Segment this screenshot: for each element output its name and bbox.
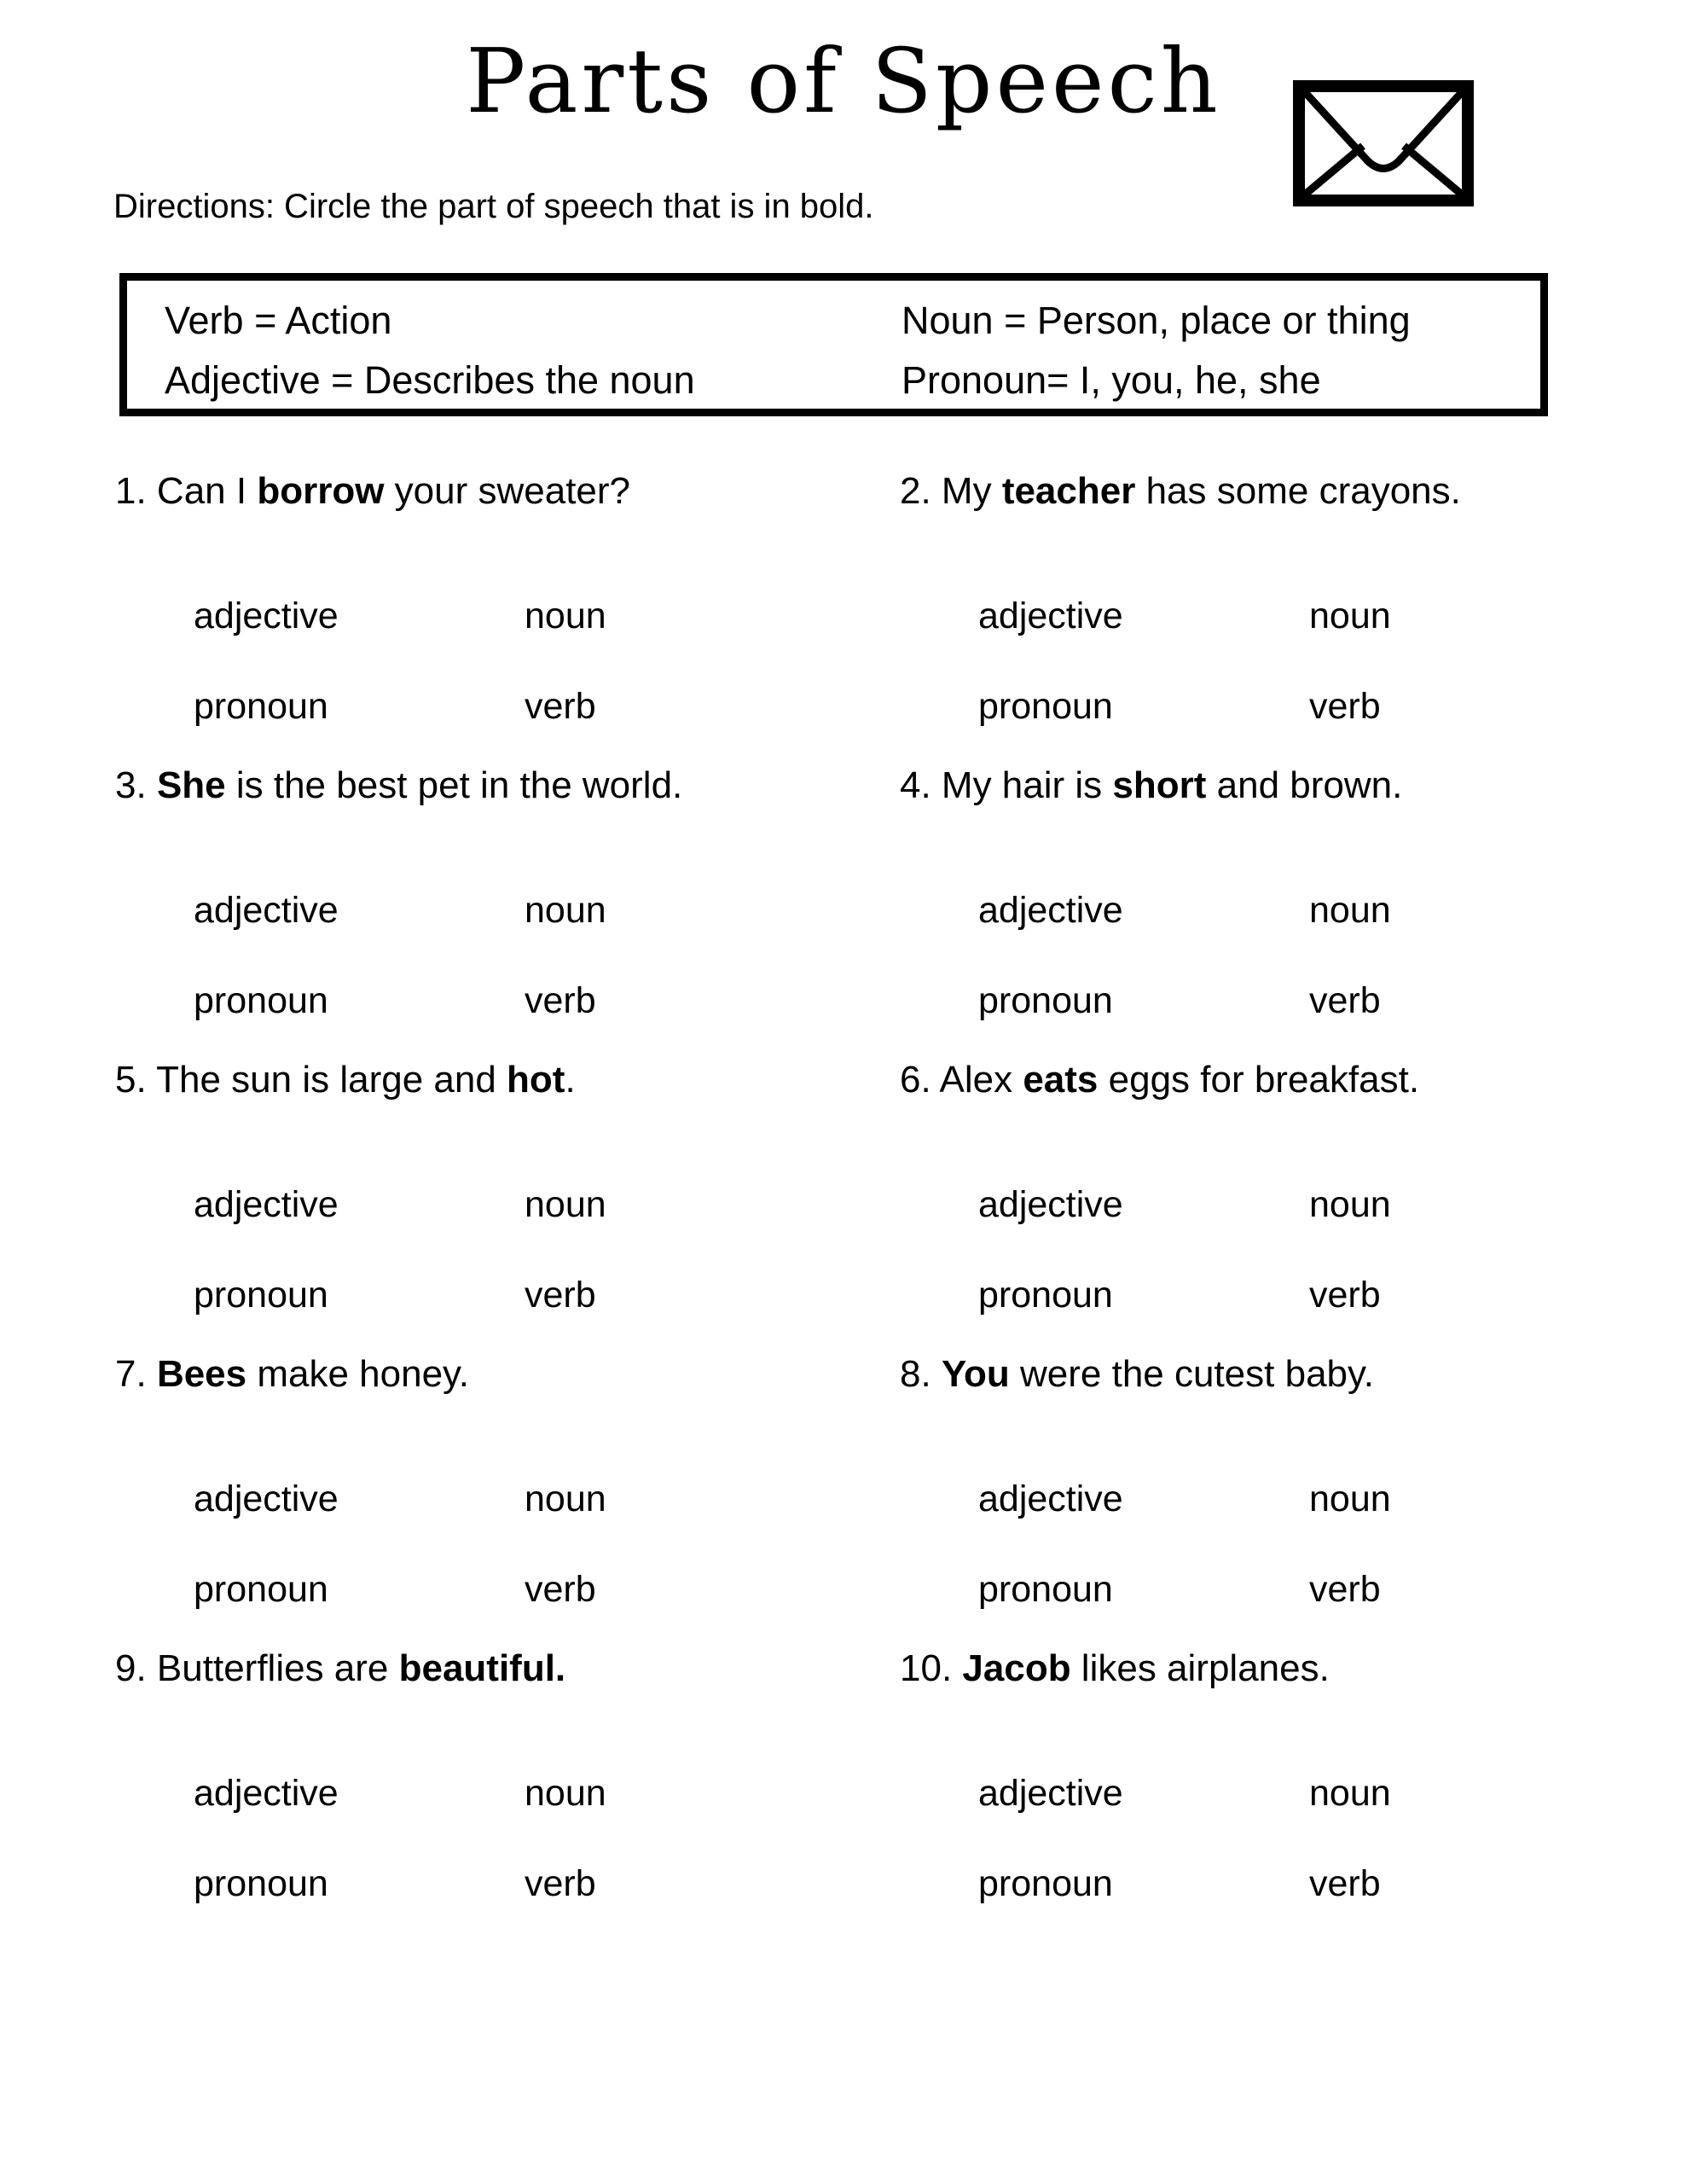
question-sentence <box>115 1348 900 1401</box>
option-pronoun: pronoun <box>194 980 328 1021</box>
answer-options <box>978 1180 1687 1320</box>
sentence-post: were the cutest baby. <box>1009 1353 1374 1395</box>
question-sentence <box>115 759 900 812</box>
sentence-post: . <box>565 1059 576 1101</box>
option-noun: noun <box>1309 1773 1391 1814</box>
question-block <box>115 1642 900 1937</box>
sentence-bold-word: hot <box>507 1059 565 1101</box>
option-verb: verb <box>1309 686 1381 727</box>
sentence-bold-word: beautiful. <box>398 1647 566 1689</box>
question-block <box>900 1054 1687 1348</box>
question-block <box>900 759 1687 1054</box>
option-noun: noun <box>1309 1478 1391 1519</box>
option-adjective: adjective <box>194 1478 339 1519</box>
option-verb: verb <box>525 1275 596 1316</box>
option-verb: verb <box>525 1569 596 1610</box>
answer-options <box>194 1180 900 1320</box>
option-adjective: adjective <box>194 595 339 636</box>
sentence-pre <box>147 764 157 806</box>
option-pronoun: pronoun <box>194 686 328 727</box>
definition-noun: Noun = Person, place or thing <box>901 299 1411 342</box>
option-verb: verb <box>1309 1275 1381 1316</box>
question-number: 9. <box>115 1647 147 1689</box>
option-noun: noun <box>525 595 606 636</box>
sentence-pre: Alex <box>930 1059 1023 1101</box>
option-adjective: adjective <box>194 1773 339 1814</box>
option-pronoun: pronoun <box>978 1863 1113 1904</box>
sentence-pre: Butterflies are <box>146 1647 399 1689</box>
sentence-pre: Can I <box>146 470 258 512</box>
answer-options <box>194 591 900 731</box>
option-adjective: adjective <box>978 595 1123 636</box>
option-noun: noun <box>1309 890 1391 931</box>
question-block <box>115 1054 900 1348</box>
definition-verb: Verb = Action <box>165 299 392 342</box>
sentence-bold-word: You <box>941 1353 1010 1395</box>
answer-options <box>978 1474 1687 1614</box>
option-adjective: adjective <box>194 1184 339 1225</box>
option-pronoun: pronoun <box>194 1569 328 1610</box>
sentence-bold-word: eats <box>1023 1059 1099 1101</box>
question-number: 2. <box>900 470 931 512</box>
answer-options <box>194 886 900 1025</box>
question-sentence <box>115 1642 900 1695</box>
sentence-bold-word: She <box>156 764 226 806</box>
definition-pronoun: Pronoun= I, you, he, she <box>901 358 1321 402</box>
question-number: 8. <box>900 1353 931 1395</box>
question-sentence <box>115 465 900 518</box>
option-adjective: adjective <box>978 1184 1123 1225</box>
question-sentence <box>115 1054 900 1107</box>
question-sentence <box>900 1348 1687 1401</box>
answer-options <box>978 1769 1687 1908</box>
sentence-bold-word: borrow <box>257 470 385 512</box>
question-block <box>900 1642 1687 1937</box>
question-number: 4. <box>900 764 931 806</box>
option-adjective: adjective <box>978 1478 1123 1519</box>
option-noun: noun <box>525 1773 606 1814</box>
question-number: 1. <box>115 470 147 512</box>
question-number: 5. <box>115 1059 147 1101</box>
answer-options <box>194 1474 900 1614</box>
question-block <box>115 465 900 759</box>
sentence-post: and brown. <box>1206 764 1403 806</box>
question-number: 3. <box>115 764 147 806</box>
answer-options <box>978 886 1687 1025</box>
option-pronoun: pronoun <box>978 980 1113 1021</box>
option-verb: verb <box>1309 1569 1381 1610</box>
question-number: 10. <box>900 1647 953 1689</box>
option-verb: verb <box>525 686 596 727</box>
option-pronoun: pronoun <box>194 1275 328 1316</box>
sentence-post: has some crayons. <box>1135 470 1461 512</box>
sentence-pre <box>952 1647 962 1689</box>
definitions-right-column <box>901 281 1540 410</box>
option-verb: verb <box>1309 1863 1381 1904</box>
definition-adjective: Adjective = Describes the noun <box>165 358 695 402</box>
option-adjective: adjective <box>194 890 339 931</box>
question-block <box>115 759 900 1054</box>
sentence-pre <box>147 1353 157 1395</box>
option-noun: noun <box>525 1478 606 1519</box>
definitions-box <box>119 273 1548 416</box>
sentence-bold-word: teacher <box>1001 470 1136 512</box>
sentence-post: eggs for breakfast. <box>1098 1059 1420 1101</box>
sentence-post: make honey. <box>246 1353 470 1395</box>
option-noun: noun <box>525 1184 606 1225</box>
sentence-bold-word: Jacob <box>962 1647 1071 1689</box>
question-sentence <box>900 1054 1687 1107</box>
definitions-left-column <box>127 281 901 410</box>
questions-grid <box>0 465 1687 1937</box>
answer-options <box>194 1769 900 1908</box>
option-adjective: adjective <box>978 1773 1123 1814</box>
sentence-bold-word: short <box>1112 764 1207 806</box>
option-pronoun: pronoun <box>978 1275 1113 1316</box>
sentence-pre: My <box>930 470 1002 512</box>
option-pronoun: pronoun <box>978 686 1113 727</box>
sentence-post: your sweater? <box>384 470 631 512</box>
sentence-post: is the best pet in the world. <box>225 764 683 806</box>
question-sentence <box>900 465 1687 518</box>
option-verb: verb <box>1309 980 1381 1021</box>
option-adjective: adjective <box>978 890 1123 931</box>
directions-text: Directions: Circle the part of speech that is in bold. <box>113 188 874 225</box>
page-title: Parts of Speech <box>466 29 1221 133</box>
answer-options <box>978 591 1687 731</box>
question-number: 6. <box>900 1059 931 1101</box>
envelope-icon <box>1293 80 1474 206</box>
question-sentence <box>900 759 1687 812</box>
sentence-pre <box>931 1353 942 1395</box>
sentence-pre: My hair is <box>930 764 1113 806</box>
option-noun: noun <box>1309 595 1391 636</box>
question-block <box>900 1348 1687 1642</box>
question-block <box>900 465 1687 759</box>
option-verb: verb <box>525 1863 596 1904</box>
question-number: 7. <box>115 1353 147 1395</box>
option-verb: verb <box>525 980 596 1021</box>
sentence-bold-word: Bees <box>156 1353 247 1395</box>
option-noun: noun <box>1309 1184 1391 1225</box>
sentence-post: likes airplanes. <box>1070 1647 1330 1689</box>
sentence-pre: The sun is large and <box>146 1059 507 1101</box>
question-block <box>115 1348 900 1642</box>
question-sentence <box>900 1642 1687 1695</box>
option-pronoun: pronoun <box>978 1569 1113 1610</box>
option-pronoun: pronoun <box>194 1863 328 1904</box>
option-noun: noun <box>525 890 606 931</box>
